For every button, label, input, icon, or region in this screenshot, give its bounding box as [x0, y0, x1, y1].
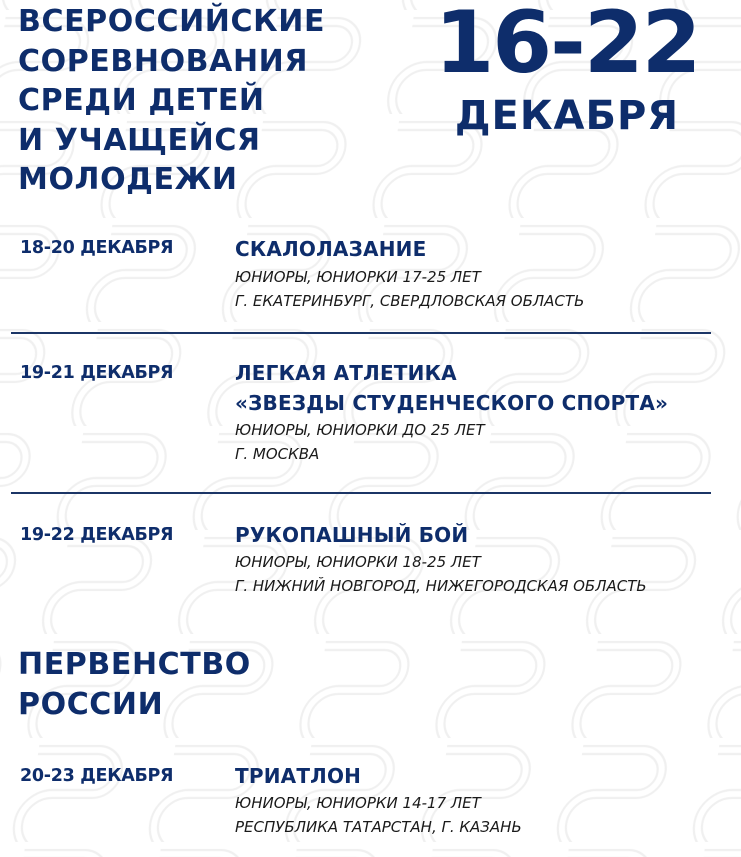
section-title-line: РОССИИ [18, 687, 164, 722]
event-location: Г. МОСКВА [235, 444, 320, 463]
page-title-line: И УЧАЩЕЙСЯ [18, 122, 261, 158]
event-title-line: РУКОПАШНЫЙ БОЙ [235, 523, 469, 547]
event-category: ЮНИОРЫ, ЮНИОРКИ 17-25 ЛЕТ [235, 268, 481, 286]
page-title-line: СРЕДИ ДЕТЕЙ [18, 83, 265, 118]
event-location: Г. ЕКАТЕРИНБУРГ, СВЕРДЛОВСКАЯ ОБЛАСТЬ [235, 291, 585, 310]
event-title-line: СКАЛОЛАЗАНИЕ [235, 237, 427, 261]
event-date: 20-23 ДЕКАБРЯ [20, 766, 174, 786]
event-location: РЕСПУБЛИКА ТАТАРСТАН, Г. КАЗАНЬ [235, 817, 522, 836]
event-location: Г. НИЖНИЙ НОВГОРОД, НИЖЕГОРОДСКАЯ ОБЛАСТЬ [235, 576, 647, 595]
event-details [235, 551, 647, 598]
event-category: ЮНИОРЫ, ЮНИОРКИ 14-17 ЛЕТ [235, 794, 481, 812]
event-date: 18-20 ДЕКАБРЯ [20, 238, 174, 258]
event-details [235, 266, 584, 313]
event-category: ЮНИОРЫ, ЮНИОРКИ 18-25 ЛЕТ [235, 553, 481, 571]
event-date: 19-22 ДЕКАБРЯ [20, 525, 174, 545]
event-title [235, 761, 361, 791]
event-title [235, 234, 426, 264]
event-details [235, 792, 522, 839]
event-category: ЮНИОРЫ, ЮНИОРКИ ДО 25 ЛЕТ [235, 421, 485, 439]
event-title-line: ЛЕГКАЯ АТЛЕТИКА [235, 361, 457, 385]
section-divider [11, 332, 711, 334]
event-date: 19-21 ДЕКАБРЯ [20, 363, 174, 383]
event-title-line: «ЗВЕЗДЫ СТУДЕНЧЕСКОГО СПОРТА» [235, 391, 669, 415]
event-title [235, 358, 668, 418]
event-details [235, 419, 485, 466]
section-divider [11, 492, 711, 494]
championship-section-title [18, 645, 251, 725]
page-title-line: СОРЕВНОВАНИЯ [18, 43, 309, 79]
page-title-line: ВСЕРОССИЙСКИЕ [18, 4, 326, 39]
event-title-line: ТРИАТЛОН [235, 764, 362, 788]
overall-date-month: ДЕКАБРЯ [454, 93, 680, 139]
page-title-line: МОЛОДЕЖИ [18, 162, 238, 197]
overall-date-range: 16-22 [434, 0, 700, 93]
event-title [235, 520, 468, 550]
section-title-line: ПЕРВЕНСТВО [18, 647, 251, 682]
page-title [18, 2, 325, 200]
